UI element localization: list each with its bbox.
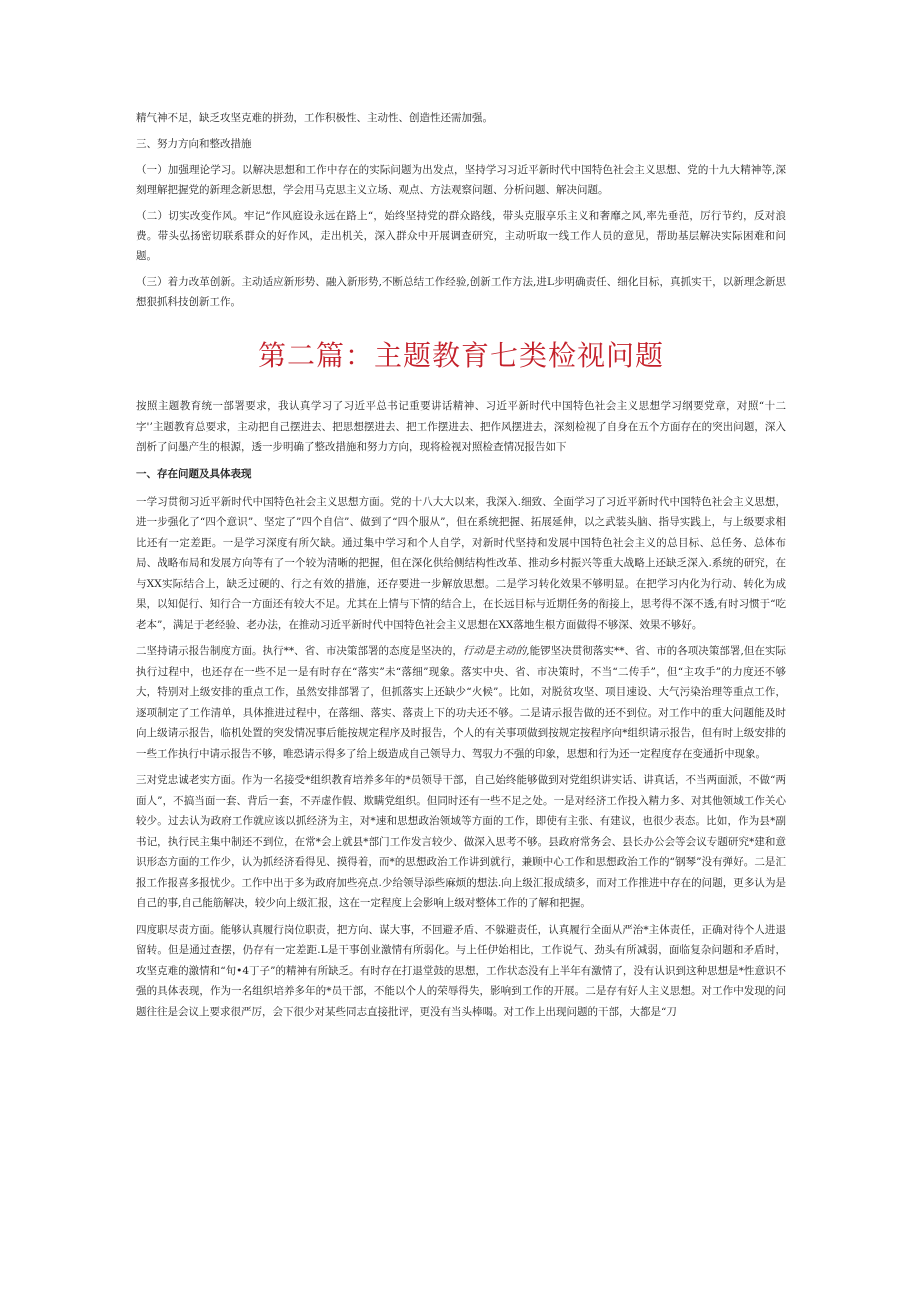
preface-paragraph: 按照主题教育统一部署要求，我认真学习了习近平总书记重要讲话精神、习近平新时代中国特色社会主义思想学习纲要党章，对照“十二字'’主题教育总要求，主动把自己摆进去、把思想摆进去、把工作摆进去、把作风摆进去，深刻检视了自身在五个方面存在的突出问题，深入剖析了问墨产生的根源，透一步明确了整改措施和努力方向，现将检视对照检查情况报告如下 <box>136 400 786 453</box>
paragraph-2-italic: 行动是主动的, <box>462 645 530 657</box>
paragraph-1: 一学习贯彻习近平新时代中国特色社会主义思想方面。党的十八大大以来，我深入.细致、全面学习了习近平新时代中国特色社会主义思想，进一步强化了“四个意识”、坚定了”四个自信”、做到了“四个服从”，但在系统把握、拓展延伸，以之武装头脑、指导实践上，与上级要求相比还有一定差距。一是学习深度有所欠缺。通过集中学习和个人自学，对新时代坚持和发展中国特色社会主义的总目标、总任务、总体布局、战略布局和发展方向等有了一个较为清晰的把握，但在深化供给侧结构性改革、推动乡村振兴等重大战略上还缺乏深入.系统的研究，在与XX实际结合上，缺乏过硬的、行之有效的措施，还存要进一步解放思想。二是学习转化效果不够明显。在把学习内化为行动、转化为成果，以知促行、知行合一方面还有较大不足。尤其在上情与下情的结合上，在长远目标与近期任务的衔接上，思考得不深不透,有时习惯于“吃老本”，满足于老经验、老办法，在推动习近平新时代中国特色社会主义思想在XX落地生根方面做得不够深、效果不够好。 <box>136 495 786 631</box>
measure-3: （三）着力改革创新。主动适应新形势、融入新形势,不断总结工作经验,创新工作方法,进L步明确责任、细化目标，真抓实干，以新理念新思想狠抓科技创新工作。 <box>136 276 786 308</box>
section3-heading: 三、努力方向和整改措施 <box>136 138 252 150</box>
paragraph-3: 三对党忠诚老实方面。作为一名接受*组织教育培养多年的*员领导干部，自己始终能够做到对党组织讲实话、讲真话，不当两面派，不做“两面人”，不搞当面一套、背后一套，不弄虚作假、欺瞒党组织。但同时还有一些不足之处。一是对经济工作投入精力多、对其他领域工作关心较少。过去认为政府工作就应该以抓经济为主，对*速和思想政治领域等方面的工作，即使有主张、有建议，也很少表态。比如，作为县*副书记，执行民主集中制还不到位，在常*会上就县*部门工作发言较少、做深入思考不够。县政府常务会、县长办公会等会议专题研究*建和意识形态方面的工作少，认为抓经济看得见、摸得着，而*的思想政治工作讲到就行，兼顾中心工作和思想政治工作的“钢琴”没有弹好。二是汇报工作报喜多报忧少。工作中出于多为政府加些亮点.少给领导添些麻烦的想法.向上级汇报成绩多，而对工作推进中存在的问题，更多认为是自己的事,自己能筋解决，较少向上级汇报，这在一定程度上会影响上级对整体工作的了解和把握。 <box>136 774 786 909</box>
section1-heading: 一、存在问题及具体表现 <box>136 467 252 480</box>
paragraph-4: 四度职尽责方面。能够认真履行岗位职责，把方向、谋大事，不回避矛盾、不躲避责任，认真履行全面从严治*主体责任，正确对待个人进退留转。但是通过查摆，仍存有一定差距.L是干事创业激情有所弱化。与上任伊始相比，工作说气、劲头有所减弱，面临复杂问题和矛盾时，攻坚克难的激情和“旬•4丁子”的精神有所缺乏。有时存在打退堂鼓的思想，工作状态没有上半年有激情了，没有认识到这种思想是*性意识不强的具体表现，作为一名组织培养多年的*员干部，不能以个人的荣辱得失，影响到工作的开展。二是存有好人主义思想。对工作中发现的问题往往是会议上要求很严厉，会下很少对某些同志直接批评，更没有当头棒喝。对工作上出现问题的干部，大都是“刀 <box>136 923 786 1018</box>
paragraph-2-part-a: 二坚持请示报告制度方面。执行**、省、市决策部署的态度是坚决的， <box>136 645 463 657</box>
measure-2: （二）切实改变作风。牢记“作风庭设永远在路上“，始终坚持党的群众路线，带头克服享乐主义和奢靡之风,率先垂范，厉行节约，反对浪费。带头弘扬密切联系群众的好作风，走出机关，深入群众中开展调查研究，主动听取一线工作人员的意见，帮助基层解决实际困难和问题。 <box>136 210 786 262</box>
document-page <box>136 108 786 1028</box>
paragraph-2-part-b: 能锣坚决贯彻落实**、省、市的各项决策部署,但在实际执行过程中，也还存在一些不足一是有时存在“落实”未“落细”现象。落实中央、省、市决策时，不当“二传手”，但“主攻手”的力度还不够大，特别对上级安排的重点工作，虽然安排部署了，但抓落实上还缺少“火候”。比如，对脱贫攻坚、项目速设、大气污染治理等重点工作，逐项制定了工作清单，具体推进过程中，在落细、落实、落责上下的功夫还不够。二是请示报告做的还不到位。对工作中的重大问题能及时向上级请示报告，临机处置的突发情况事后能按规定程序及时报告，个人的有关事项做到按规定按程序向*组织请示报告，但有时上级安排的一些工作执行中请示报告不够，唯恐请示得多了给上级造成自己领导力、驾驭力不强的印象，思想和行为还一定程度存在变通折中现象。 <box>136 645 787 760</box>
measure-1: （一）加强理论学习。以解决思想和工作中存在的实际问题为出发点，坚持学习习近平新时代中国特色社会主义思想、党的十九大精神等,深刻理解把握党的新理念新思想，学会用马克思主义立场、观点、方法观察问题、分析问题、解决问题。 <box>136 164 786 196</box>
intro-fragment: 精气神不足，缺乏攻坚克难的拼劲，工作积极性、主动性、创造性还需加强。 <box>136 112 493 124</box>
page-title: 第二篇：主题教育七类检视问题 <box>257 339 664 372</box>
paragraph-2 <box>136 641 786 764</box>
